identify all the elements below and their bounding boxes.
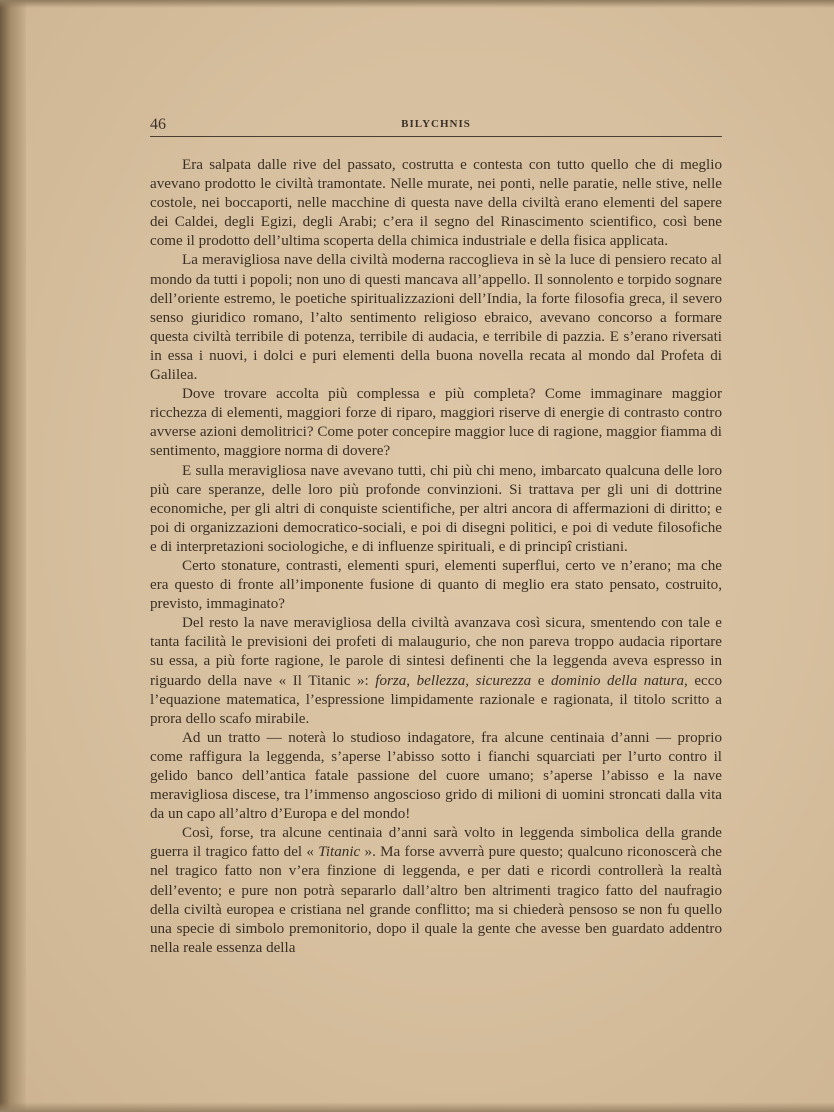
page-header — [150, 116, 722, 136]
paragraph-text: La meravigliosa nave della civiltà moderna raccoglieva in sè la luce di pensiero recato al mondo da tutti i popoli; non uno di questi mancava all’appello. Il sonnolento e torpido sognare dell’oriente estremo, le poetiche spiritualizzazioni dell’India, la forte filosofia greca, il severo senso giuridico romano, l’alto sentimento religioso ebraico, avevano concorso a formare questa civiltà terribile di potenza, terribile di audacia, e terribile di pazzia. E s’erano riversati in essa i nuovi, i dolci e puri elementi della buona novella recata al mondo dal Profeta di Galilea. — [150, 252, 722, 384]
page-number: 46 — [150, 116, 166, 133]
paragraph — [150, 385, 722, 461]
paragraph — [150, 729, 722, 824]
paragraph-text: e — [531, 672, 552, 689]
page-bottom-edge — [0, 1102, 834, 1112]
paragraph-text: Era salpata dalle rive del passato, costrutta e contesta con tutto quello che di meglio avevano prodotto le civiltà tramontate. Nelle murate, nei ponti, nelle paratie, nelle stive, nelle costole, nei boccaporti, nelle macchine di questa nave della civiltà erano elementi del sapere dei Caldei, degli Egizi, degli Arabi; c’era il segno del Rinascimento scientifico, così bene come il prodotto dell’ultima scoperta della chimica industriale e della fisica applicata. — [150, 157, 722, 250]
paragraph — [150, 251, 722, 385]
paragraph-text: ». Ma forse avverrà pure questo; qualcuno riconoscerà che nel tragico fatto non v’era finzione di leggenda, e per dati e ricordi controllerà la realtà dell’evento; e pure non potrà separarlo dall’altro ben altrimenti tragico fatto del naufragio della civiltà europea e cristiana nel grande conflitto; ma si chiederà pensoso se non fu quello una specie di simbolo premonitorio, dopo il quale la gente che avesse ben guardato addentro nella reale essenza della — [150, 844, 723, 956]
italic-text: forza, bellezza, sicurezza — [375, 672, 532, 689]
paragraph — [150, 824, 722, 958]
paragraph — [150, 614, 722, 729]
book-spine-shadow — [0, 0, 26, 1112]
italic-text: dominio della natura — [551, 672, 685, 689]
paragraph-text: Ad un tratto — noterà lo studioso indagatore, fra alcune centinaia d’anni — proprio come raffigura la leggenda, s’aperse l’abisso sotto i fianchi squarciati per l’urto contro il gelido banco dell’antica fatale passione del cuore umano; s’aperse l’abisso e la nave meravigliosa discese, tra l’immenso angoscioso grido di milioni di uomini stroncati dalla vita da un capo all’altro d’Europa e del mondo! — [150, 729, 722, 823]
header-rule — [150, 136, 722, 137]
paragraph-text: , ecco l’equazione matematica, l’espressione limpidamente razionale e ragionata, il titolo scritto a prora dello scafo mirabile. — [150, 672, 722, 727]
paragraph-text: Dove trovare accolta più complessa e più completa? Come immaginare maggior ricchezza di elementi, maggiori forze di riparo, maggiori riserve di energie di contrasto contro avverse azioni demolitrici? Come poter concepire maggior luce di ragione, maggior fiamma di sentimento, maggiore norma di dovere? — [150, 386, 722, 460]
paragraph — [150, 156, 722, 251]
body-text — [150, 156, 722, 958]
paragraph-text: Certo stonature, contrasti, elementi spuri, elementi superflui, certo ve n’erano; ma che era questo di fronte all’imponente fusione di quanto di meglio era stato pensato, costruito, previsto, immaginato? — [150, 557, 722, 613]
paragraph-text: Del resto la nave meravigliosa della civiltà avanzava così sicura, smentendo con tale e tanta facilità le previsioni dei profeti di malaugurio, che non pareva troppo audacia riportare su essa, a più forte ragione, le parole di sintesi definenti che la leggenda aveva espresso in riguardo della nave « Il Titanic »: — [150, 615, 722, 689]
paragraph — [150, 557, 722, 614]
page-top-edge — [0, 0, 834, 8]
paragraph — [150, 462, 722, 557]
running-head: BILYCHNIS — [401, 118, 471, 130]
paragraph-text: E sulla meravigliosa nave avevano tutti, chi più chi meno, imbarcato qualcuna delle loro più care speranze, delle loro più profonde convinzioni. Si trattava per gli uni di dottrine economiche, per gli altri di conquiste scientifiche, per altri ancora di affermazioni di diritto; e poi di organizzazioni democratico-sociali, e poi di disegni politici, e poi di vedute filosofiche e di interpretazioni sociologiche, e di influenze spirituali, e di principî cristiani. — [150, 462, 722, 555]
italic-text: Titanic — [318, 844, 361, 861]
paragraph-text: Così, forse, tra alcune centinaia d’anni sarà volto in leggenda simbolica della grande guerra il tragico fatto del « — [150, 825, 722, 861]
